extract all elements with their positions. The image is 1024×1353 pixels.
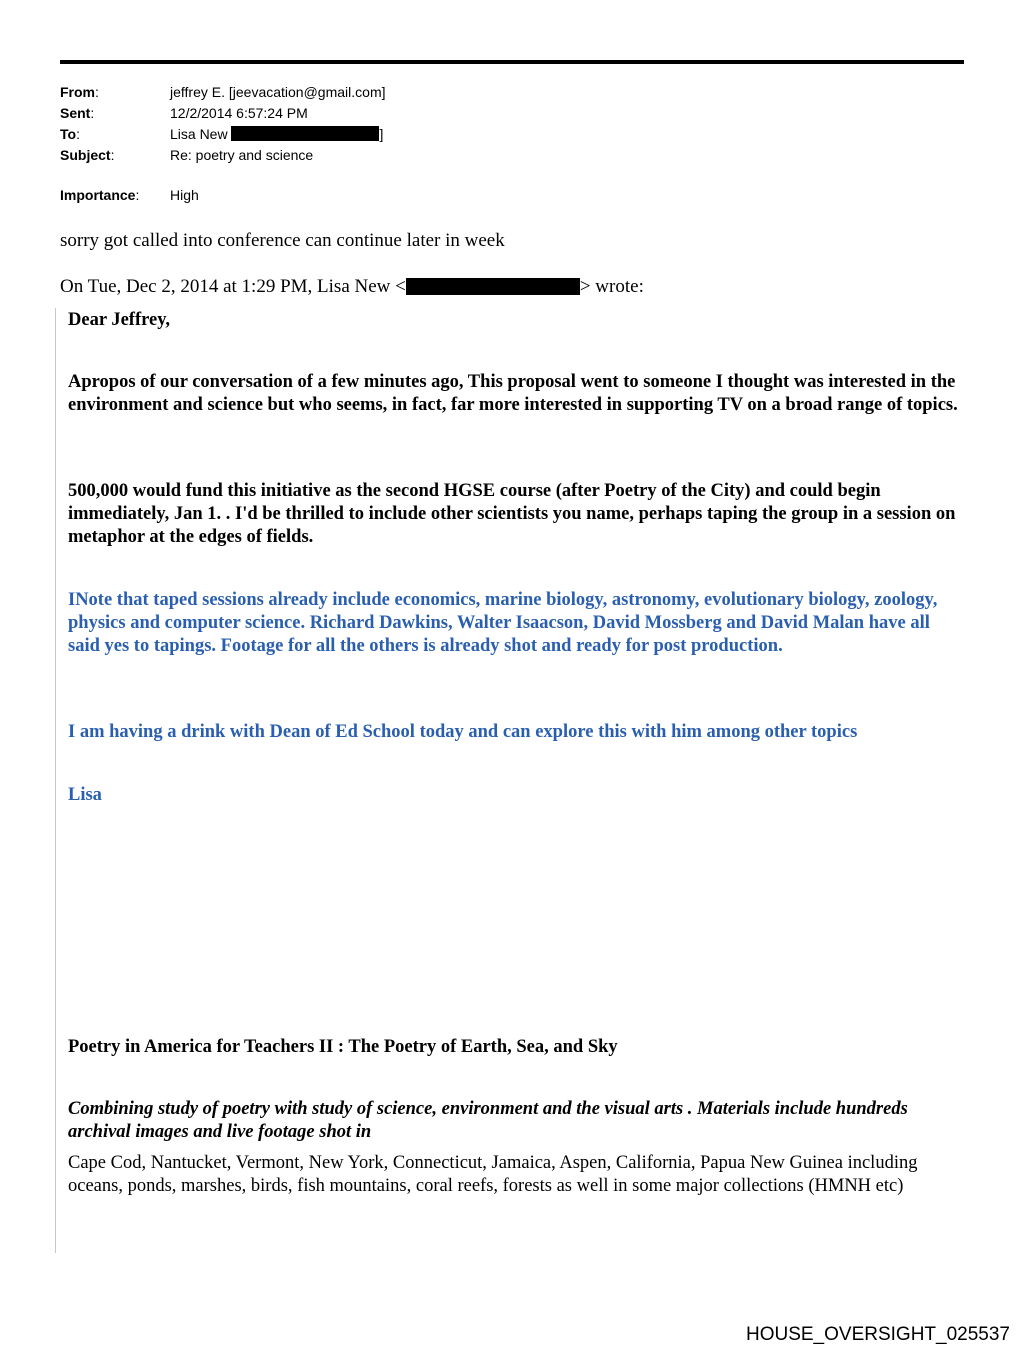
- reply-text: sorry got called into conference can continue later in week: [60, 230, 505, 251]
- paragraph-3: INote that taped sessions already include economics, marine biology, astronomy, evolutionary biology, zoology, physics and computer science. Richard Dawkins, Walter Isaacson, David Mossberg and David Malan have all said yes to tapings. Footage for all the others is already shot and ready for post production.: [68, 590, 938, 656]
- to-value: [170, 126, 383, 142]
- importance-value: High: [170, 187, 199, 203]
- course-description: Combining study of poetry with study of science, environment and the visual arts . Materials include hundreds archival images and live footage shot in: [68, 1099, 908, 1142]
- signature: Lisa: [68, 785, 102, 805]
- quote-intro-after: > wrote:: [579, 276, 644, 297]
- sent-label: Sent:: [60, 105, 95, 121]
- locations-text: Cape Cod, Nantucket, Vermont, New York, Connecticut, Jamaica, Aspen, California, Papua New Guinea including oceans, ponds, marshes, birds, fish mountains, coral reefs, forests as well in some major collections (HMNH etc): [68, 1153, 918, 1196]
- subject-value: Re: poetry and science: [170, 147, 314, 163]
- to-close-bracket: ]: [379, 126, 384, 142]
- quote-intro: [60, 276, 644, 298]
- redaction-block: [231, 126, 379, 141]
- paragraph-2: 500,000 would fund this initiative as the second HGSE course (after Poetry of the City) and could begin immediately, Jan 1. . I'd be thrilled to include other scientists you name, perhaps taping the group in a session on metaphor at the edges of fields.: [68, 481, 956, 547]
- top-rule: [60, 60, 964, 64]
- greeting: Dear Jeffrey,: [68, 310, 171, 330]
- quote-intro-before: On Tue, Dec 2, 2014 at 1:29 PM, Lisa New <: [60, 276, 406, 297]
- paragraph-4: I am having a drink with Dean of Ed School today and can explore this with him among other topics: [68, 722, 858, 742]
- bates-number: HOUSE_OVERSIGHT_025537: [745, 1324, 1010, 1345]
- sent-value: 12/2/2014 6:57:24 PM: [170, 105, 308, 121]
- course-title: Poetry in America for Teachers II : The Poetry of Earth, Sea, and Sky: [68, 1037, 618, 1057]
- from-value: jeffrey E. [jeevacation@gmail.com]: [170, 84, 386, 100]
- importance-label: Importance:: [60, 187, 140, 203]
- subject-label: Subject:: [60, 147, 115, 163]
- to-label: To:: [60, 126, 80, 142]
- redaction-block: [406, 278, 580, 295]
- from-label: From:: [60, 84, 99, 100]
- quote-bar: [55, 308, 56, 1253]
- to-name: Lisa New: [170, 126, 228, 142]
- paragraph-1: Apropos of our conversation of a few minutes ago, This proposal went to someone I thought was interested in the environment and science but who seems, in fact, far more interested in supporting TV on a broad range of topics.: [68, 372, 958, 415]
